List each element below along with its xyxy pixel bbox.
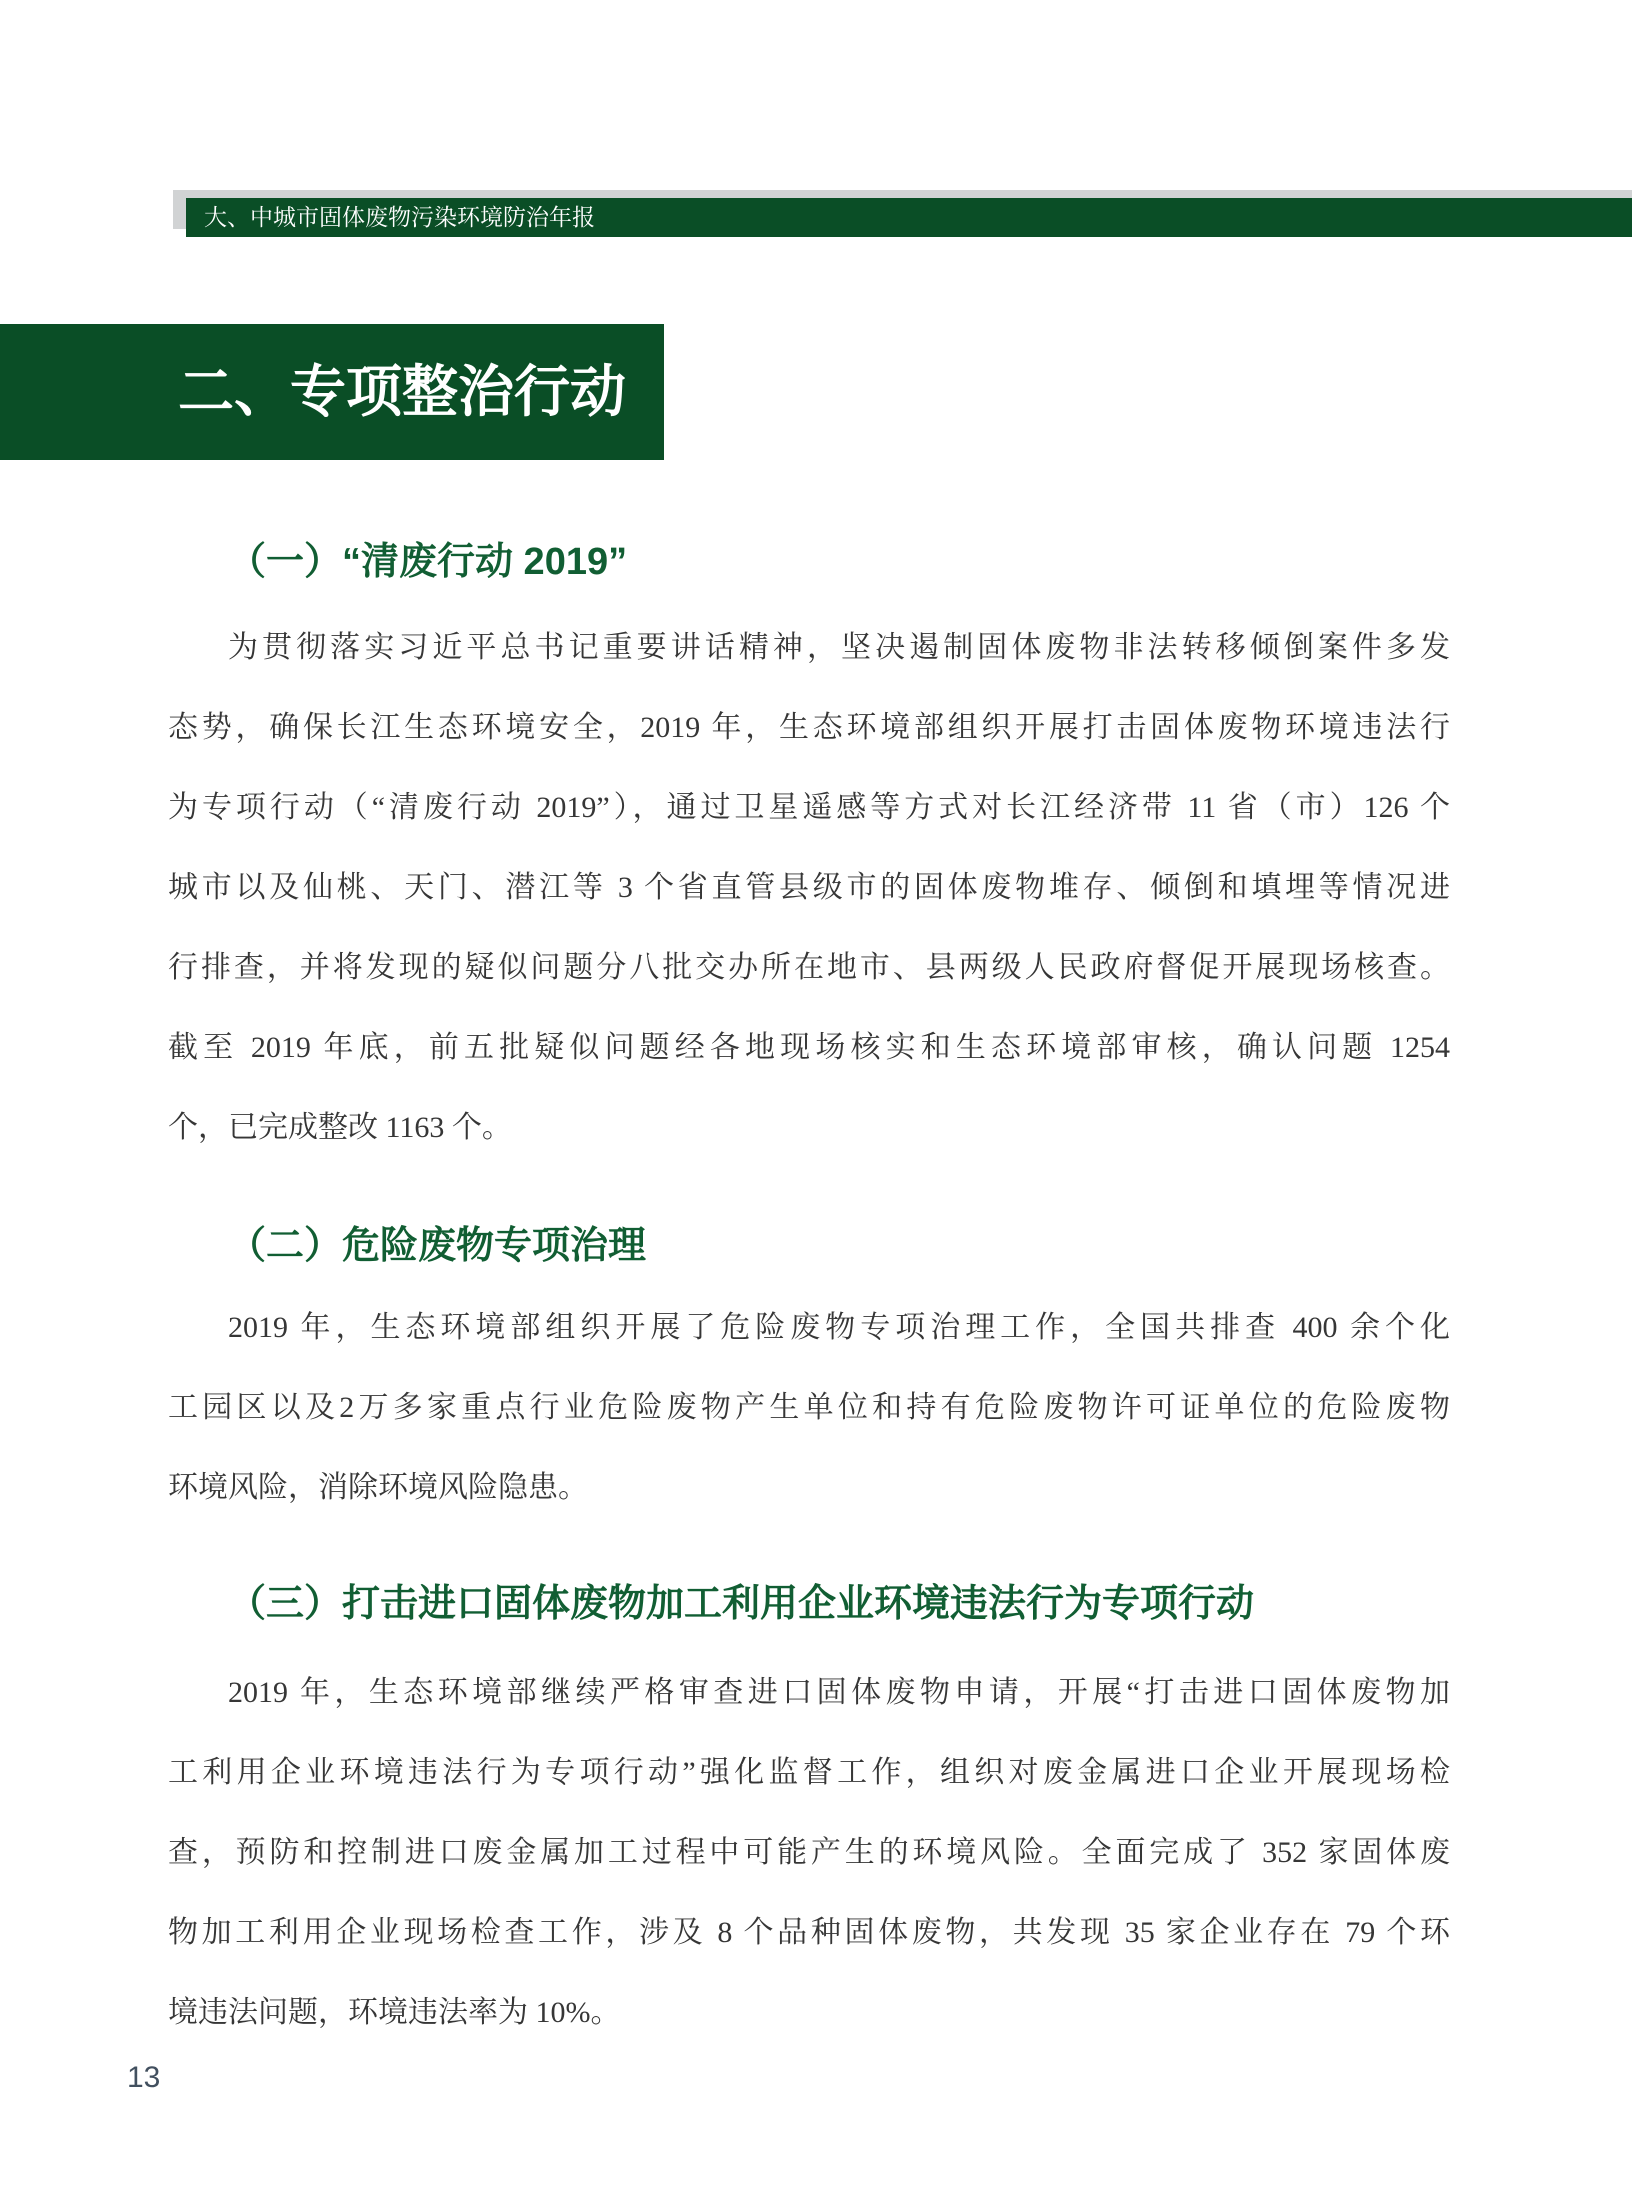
paragraph-line: 城市以及仙桃、天门、潜江等 3 个省直管县级市的固体废物堆存、倾倒和填埋等情况进 — [168, 871, 1450, 904]
paragraph-line: 境违法问题，环境违法率为 10%。 — [168, 1996, 621, 2029]
paragraph-line: 工园区以及2万多家重点行业危险废物产生单位和持有危险废物许可证单位的危险废物 — [168, 1391, 1450, 1424]
paragraph-line: 为专项行动（“清废行动 2019”），通过卫星遥感等方式对长江经济带 11 省（市）126 个 — [168, 791, 1450, 824]
header-bar — [186, 198, 1632, 237]
header-title: 大、中城市固体废物污染环境防治年报 — [204, 204, 595, 230]
paragraph-3 — [168, 1653, 1450, 2053]
paragraph-line: 个，已完成整改 1163 个。 — [168, 1111, 512, 1144]
paragraph-line: 2019 年，生态环境部组织开展了危险废物专项治理工作，全国共排查 400 余个化 — [228, 1311, 1450, 1344]
paragraph-line: 截至 2019 年底，前五批疑似问题经各地现场核实和生态环境部审核，确认问题 1254 — [168, 1031, 1450, 1064]
section-banner-title: 二、专项整治行动 — [178, 360, 626, 423]
page-number: 13 — [127, 2061, 161, 2094]
subsection-heading-2: （二）危险废物专项治理 — [228, 1225, 647, 1267]
paragraph-line: 行排查，并将发现的疑似问题分八批交办所在地市、县两级人民政府督促开展现场核查。 — [168, 951, 1450, 984]
subsection-heading-1: （一）“清废行动 2019” — [228, 541, 628, 583]
paragraph-line: 2019 年，生态环境部继续严格审查进口固体废物申请，开展“打击进口固体废物加 — [228, 1676, 1450, 1709]
section-banner — [0, 324, 664, 460]
paragraph-line: 物加工利用企业现场检查工作，涉及 8 个品种固体废物，共发现 35 家企业存在 79 个环 — [168, 1916, 1450, 1949]
paragraph-line: 为贯彻落实习近平总书记重要讲话精神，坚决遏制固体废物非法转移倾倒案件多发 — [228, 631, 1450, 664]
paragraph-1 — [168, 608, 1450, 1168]
paragraph-line: 查，预防和控制进口废金属加工过程中可能产生的环境风险。全面完成了 352 家固体废 — [168, 1836, 1450, 1869]
paragraph-2 — [168, 1288, 1450, 1528]
paragraph-line: 态势，确保长江生态环境安全，2019 年，生态环境部组织开展打击固体废物环境违法行 — [168, 711, 1450, 744]
subsection-heading-3: （三）打击进口固体废物加工利用企业环境违法行为专项行动 — [228, 1583, 1255, 1625]
paragraph-line: 环境风险，消除环境风险隐患。 — [168, 1471, 588, 1504]
paragraph-line: 工利用企业环境违法行为专项行动”强化监督工作，组织对废金属进口企业开展现场检 — [168, 1756, 1450, 1789]
